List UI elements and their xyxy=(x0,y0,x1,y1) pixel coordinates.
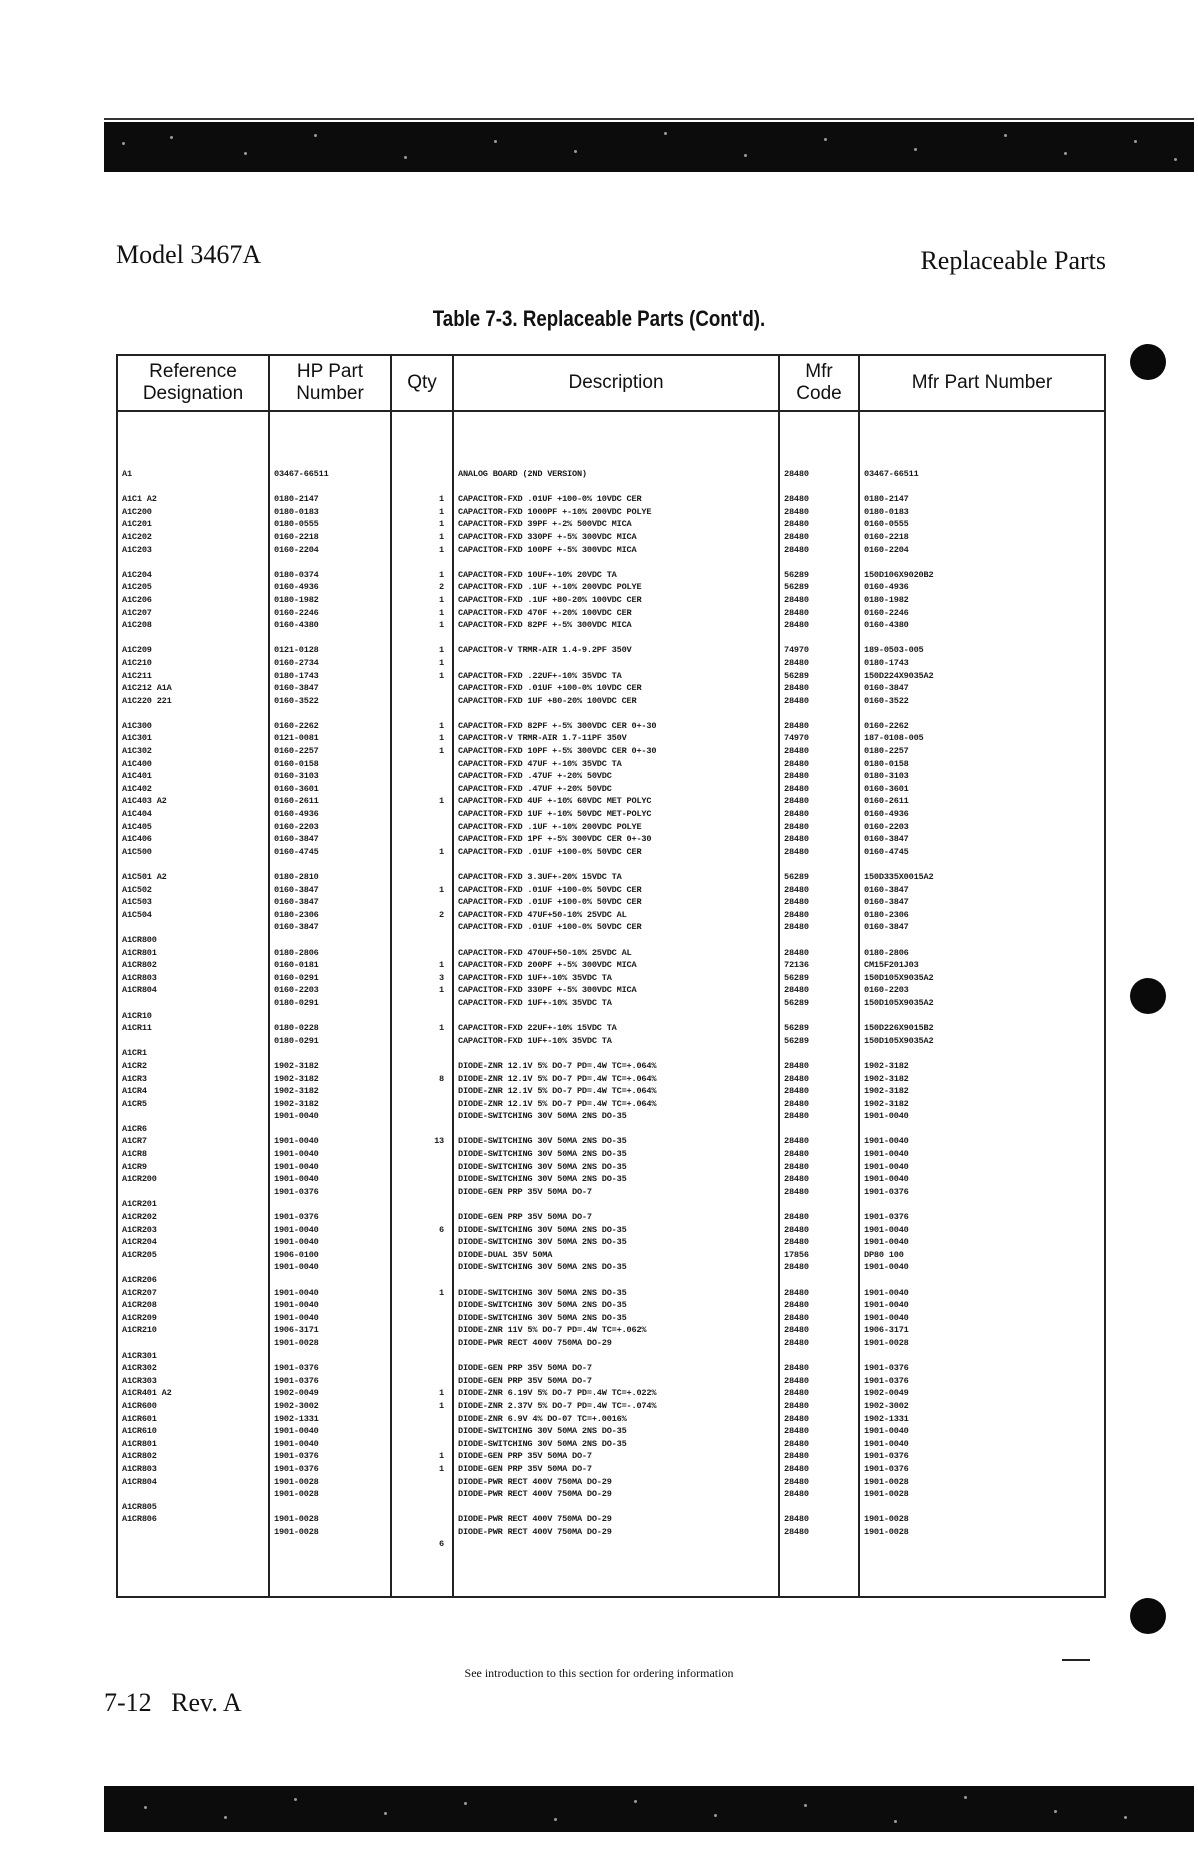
replaceable-parts-table xyxy=(116,354,1106,1598)
revision: Rev. A xyxy=(171,1688,242,1717)
binder-hole-middle xyxy=(1130,978,1166,1014)
col-header-mfr-code: Mfr Code xyxy=(779,355,859,411)
bottom-scan-band xyxy=(104,1786,1194,1832)
col-header-qty: Qty xyxy=(391,355,453,411)
col-header-reference: Reference Designation xyxy=(117,355,269,411)
page-number: 7-12 xyxy=(104,1688,152,1717)
table-header-row xyxy=(117,355,1105,411)
mfr-code-cell: 28480 28480 28480 28480 28480 28480 56289 56289 28480 28480 28480 74970 28480 56289 28480 28480 28480 74970 28480 28480 28480 28480 28480 28480 28480 28480 28480 56289 28480 28480 28480 28480 28480 72136 56289 28480 56289 56289 56289 28480 28480 28480 28480 28480 28480 28480 28480 28480 28480 28480 28480 28480 17856 28480 28480 28480 28480 28480 28480 28480 28480 28480 28480 28480 28480 28480 28480 28480 28480 28480 28480 28480 xyxy=(779,468,859,1551)
binder-hole-top xyxy=(1130,344,1166,380)
col-header-mfr-part: Mfr Part Number xyxy=(859,355,1105,411)
spacer-row xyxy=(117,411,1105,468)
model-header: Model 3467A xyxy=(116,240,262,269)
ordering-footnote: See introduction to this section for ordering information xyxy=(464,1666,734,1680)
table-title: Table 7-3. Replaceable Parts (Cont'd). xyxy=(432,306,766,331)
top-scan-band xyxy=(104,122,1194,172)
section-header: Replaceable Parts xyxy=(920,246,1106,275)
reference-cell: A1 A1C1 A2 A1C200 A1C201 A1C202 A1C203 A1C204 A1C205 A1C206 A1C207 A1C208 A1C209 A1C210 A1C211 A1C212 A1A A1C220 221 A1C300 A1C301 A1C302 A1C400 A1C401 A1C402 A1C403 A2 A1C404 A1C405 A1C406 A1C500 A1C501 A2 A1C502 A1C503 A1C504 A1CR800 A1CR801 A1CR802 A1CR803 A1CR804 A1CR10 A1CR11 A1CR1 A1CR2 A1CR3 A1CR4 A1CR5 A1CR6 A1CR7 A1CR8 A1CR9 A1CR200 A1CR201 A1CR202 A1CR203 A1CR204 A1CR205 A1CR206 A1CR207 A1CR208 A1CR209 A1CR210 A1CR301 A1CR302 A1CR303 A1CR401 A2 A1CR600 A1CR601 A1CR610 A1CR801 A1CR802 A1CR803 A1CR804 A1CR805 A1CR806 xyxy=(117,468,269,1551)
qty-cell: 1 1 1 1 1 1 2 1 1 1 1 1 1 1 1 1 1 1 1 2 1 3 1 1 8 13 6 1 1 1 1 1 6 xyxy=(391,468,453,1551)
hp-part-cell: 03467-66511 0180-2147 0180-0183 0180-0555 0160-2218 0160-2204 0180-0374 0160-4936 0180-1982 0160-2246 0160-4380 0121-0128 0160-2734 0180-1743 0160-3847 0160-3522 0160-2262 0121-0081 0160-2257 0160-0158 0160-3103 0160-3601 0160-2611 0160-4936 0160-2203 0160-3847 0160-4745 0180-2810 0160-3847 0160-3847 0180-2306 0160-3847 0180-2806 0160-0181 0160-0291 0160-2203 0180-0291 0180-0228 0180-0291 1902-3182 1902-3182 1902-3182 1902-3182 1901-0040 1901-0040 1901-0040 1901-0040 1901-0040 1901-0376 1901-0376 1901-0040 1901-0040 1906-0100 1901-0040 1901-0040 1901-0040 1901-0040 1906-3171 1901-0028 1901-0376 1901-0376 1902-0049 1902-3002 1902-1331 1901-0040 1901-0040 1901-0376 1901-0376 1901-0028 1901-0028 1901-0028 1901-0028 xyxy=(269,468,391,1551)
col-header-hp-part: HP Part Number xyxy=(269,355,391,411)
closing-row xyxy=(117,1551,1105,1597)
table-body-row xyxy=(117,468,1105,1551)
description-cell: ANALOG BOARD (2ND VERSION) CAPACITOR-FXD .01UF +100-0% 10VDC CER CAPACITOR-FXD 1000PF +-10% 200VDC POLYE CAPACITOR-FXD 39PF +-2% 500VDC MICA CAPACITOR-FXD 330PF +-5% 300VDC MICA CAPACITOR-FXD 100PF +-5% 300VDC MICA CAPACITOR-FXD 10UF+-10% 20VDC TA CAPACITOR-FXD .1UF +-10% 200VDC POLYE CAPACITOR-FXD .1UF +80-20% 100VDC CER CAPACITOR-FXD 470F +-20% 100VDC CER CAPACITOR-FXD 82PF +-5% 300VDC MICA CAPACITOR-V TRMR-AIR 1.4-9.2PF 350V CAPACITOR-FXD .22UF+-10% 35VDC TA CAPACITOR-FXD .01UF +100-0% 10VDC CER CAPACITOR-FXD 1UF +80-20% 100VDC CER CAPACITOR-FXD 82PF +-5% 300VDC CER 0+-30 CAPACITOR-V TRMR-AIR 1.7-11PF 350V CAPACITOR-FXD 10PF +-5% 300VDC CER 0+-30 CAPACITOR-FXD 47UF +-10% 35VDC TA CAPACITOR-FXD .47UF +-20% 50VDC CAPACITOR-FXD .47UF +-20% 50VDC CAPACITOR-FXD 4UF +-10% 60VDC MET POLYC CAPACITOR-FXD 1UF +-10% 50VDC MET-POLYC CAPACITOR-FXD .1UF +-10% 200VDC POLYE CAPACITOR-FXD 1PF +-5% 300VDC CER 0+-30 CAPACITOR-FXD .01UF +100-0% 50VDC CER CAPACITOR-FXD 3.3UF+-20% 15VDC TA CAPACITOR-FXD .01UF +100-0% 50VDC CER CAPACITOR-FXD .01UF +100-0% 50VDC CER CAPACITOR-FXD 47UF+50-10% 25VDC AL CAPACITOR-FXD .01UF +100-0% 50VDC CER CAPACITOR-FXD 470UF+50-10% 25VDC AL CAPACITOR-FXD 200PF +-5% 300VDC MICA CAPACITOR-FXD 1UF+-10% 35VDC TA CAPACITOR-FXD 330PF +-5% 300VDC MICA CAPACITOR-FXD 1UF+-10% 35VDC TA CAPACITOR-FXD 22UF+-10% 15VDC TA CAPACITOR-FXD 1UF+-10% 35VDC TA DIODE-ZNR 12.1V 5% DO-7 PD=.4W TC=+.064% DIODE-ZNR 12.1V 5% DO-7 PD=.4W TC=+.064% DIODE-ZNR 12.1V 5% DO-7 PD=.4W TC=+.064% DIODE-ZNR 12.1V 5% DO-7 PD=.4W TC=+.064% DIODE-SWITCHING 30V 50MA 2NS DO-35 DIODE-SWITCHING 30V 50MA 2NS DO-35 DIODE-SWITCHING 30V 50MA 2NS DO-35 DIODE-SWITCHING 30V 50MA 2NS DO-35 DIODE-SWITCHING 30V 50MA 2NS DO-35 DIODE-GEN PRP 35V 50MA DO-7 DIODE-GEN PRP 35V 50MA DO-7 DIODE-SWITCHING 30V 50MA 2NS DO-35 DIODE-SWITCHING 30V 50MA 2NS DO-35 DIODE-DUAL 35V 50MA DIODE-SWITCHING 30V 50MA 2NS DO-35 DIODE-SWITCHING 30V 50MA 2NS DO-35 DIODE-SWITCHING 30V 50MA 2NS DO-35 DIODE-SWITCHING 30V 50MA 2NS DO-35 DIODE-ZNR 11V 5% DO-7 PD=.4W TC=+.062% DIODE-PWR RECT 400V 750MA DO-29 DIODE-GEN PRP 35V 50MA DO-7 DIODE-GEN PRP 35V 50MA DO-7 DIODE-ZNR 6.19V 5% DO-7 PD=.4W TC=+.022% DIODE-ZNR 2.37V 5% DO-7 PD=.4W TC=-.074% DIODE-ZNR 6.9V 4% DO-07 TC=+.0016% DIODE-SWITCHING 30V 50MA 2NS DO-35 DIODE-SWITCHING 30V 50MA 2NS DO-35 DIODE-GEN PRP 35V 50MA DO-7 DIODE-GEN PRP 35V 50MA DO-7 DIODE-PWR RECT 400V 750MA DO-29 DIODE-PWR RECT 400V 750MA DO-29 DIODE-PWR RECT 400V 750MA DO-29 DIODE-PWR RECT 400V 750MA DO-29 xyxy=(453,468,779,1551)
mfr-part-cell: 03467-66511 0180-2147 0180-0183 0160-0555 0160-2218 0160-2204 150D106X9020B2 0160-4936 0180-1982 0160-2246 0160-4380 189-0503-005 0180-1743 150D224X9035A2 0160-3847 0160-3522 0160-2262 187-0108-005 0180-2257 0180-0158 0180-3103 0160-3601 0160-2611 0160-4936 0160-2203 0160-3847 0160-4745 150D335X0015A2 0160-3847 0160-3847 0180-2306 0160-3847 0180-2806 CM15F201J03 150D105X9035A2 0160-2203 150D105X9035A2 150D226X9015B2 150D105X9035A2 1902-3182 1902-3182 1902-3182 1902-3182 1901-0040 1901-0040 1901-0040 1901-0040 1901-0040 1901-0376 1901-0376 1901-0040 1901-0040 DP80 100 1901-0040 1901-0040 1901-0040 1901-0040 1906-3171 1901-0028 1901-0376 1901-0376 1902-0049 1902-3002 1902-1331 1901-0040 1901-0040 1901-0376 1901-0376 1901-0028 1901-0028 1901-0028 1901-0028 xyxy=(859,468,1105,1551)
table-end-rule xyxy=(1062,1659,1090,1661)
col-header-description: Description xyxy=(453,355,779,411)
binder-hole-bottom xyxy=(1130,1598,1166,1634)
page-footer xyxy=(104,1688,242,1718)
top-rule xyxy=(104,118,1194,120)
